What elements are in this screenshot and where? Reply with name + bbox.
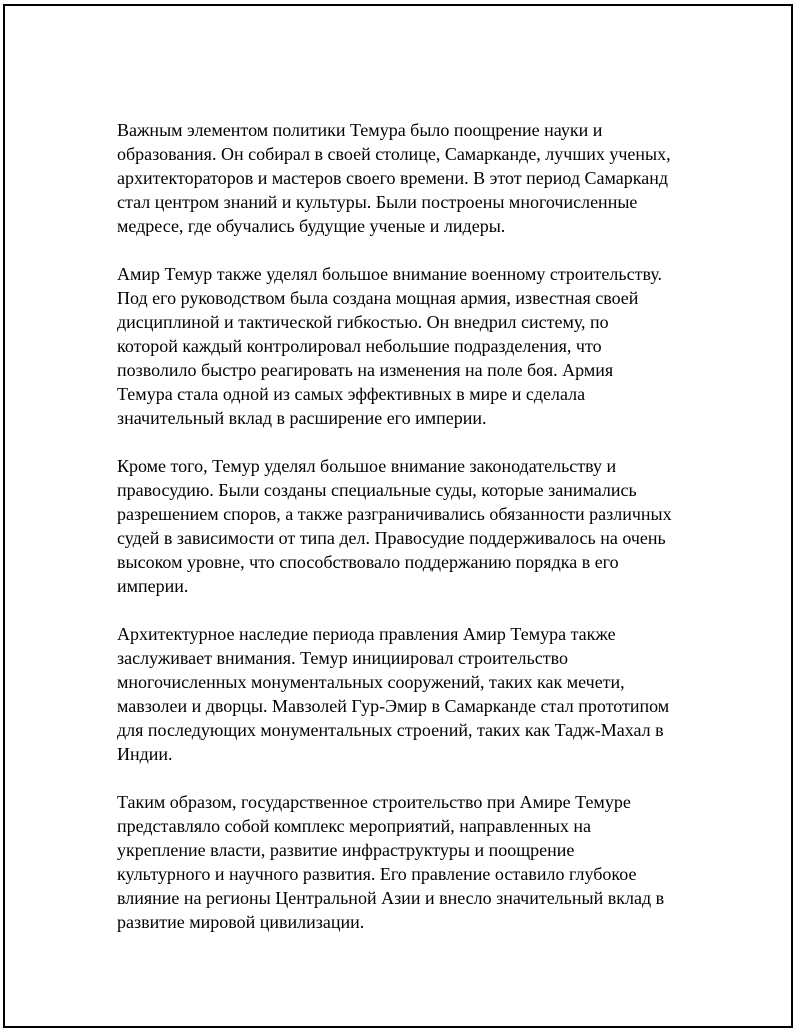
paragraph-science-education: Важным элементом политики Темура было поощрение науки и образования. Он собирал в своей столице, Самарканде, лучших ученых, архитектораторов и мастеров своего времени. В этот период Самарканд стал центром знаний и культуры. Были построены многочисленные медресе, где обучались будущие ученые и лидеры. [117, 120, 671, 236]
paragraph-military: Амир Темур также уделял большое внимание военному строительству. Под его руководством была создана мощная армия, известная своей дисциплиной и тактической гибкостью. Он внедрил систему, по которой каждый контролировал небольшие подразделения, что позволило быстро реагировать на изменения на поле боя. Армия Темура стала одной из самых эффективных в мире и сделала значительный вклад в расширение его империи. [117, 264, 663, 428]
paragraph-law-justice: Кроме того, Темур уделял большое внимание законодательству и правосудию. Были созданы специальные суды, которые занимались разрешением споров, а также разграничивались обязанности различных судей в зависимости от типа дел. Правосудие поддерживалось на очень высоком уровне, что способствовало поддержанию порядка в его империи. [117, 456, 672, 596]
paragraph-architecture: Архитектурное наследие периода правления Амир Темура также заслуживает внимания. Темур инициировал строительство многочисленных монументальных сооружений, таких как мечети, мавзолеи и дворцы. Мавзолей Гур-Эмир в Самарканде стал прототипом для последующих монументальных строений, таких как Тадж-Махал в Индии. [117, 624, 670, 764]
paragraph-conclusion: Таким образом, государственное строительство при Амире Темуре представляло собой комплекс мероприятий, направленных на укрепление власти, развитие инфраструктуры и поощрение культурного и научного развития. Его правление оставило глубокое влияние на регионы Центральной Азии и внесло значительный вклад в развитие мировой цивилизации. [117, 792, 665, 932]
document-body [117, 118, 717, 958]
